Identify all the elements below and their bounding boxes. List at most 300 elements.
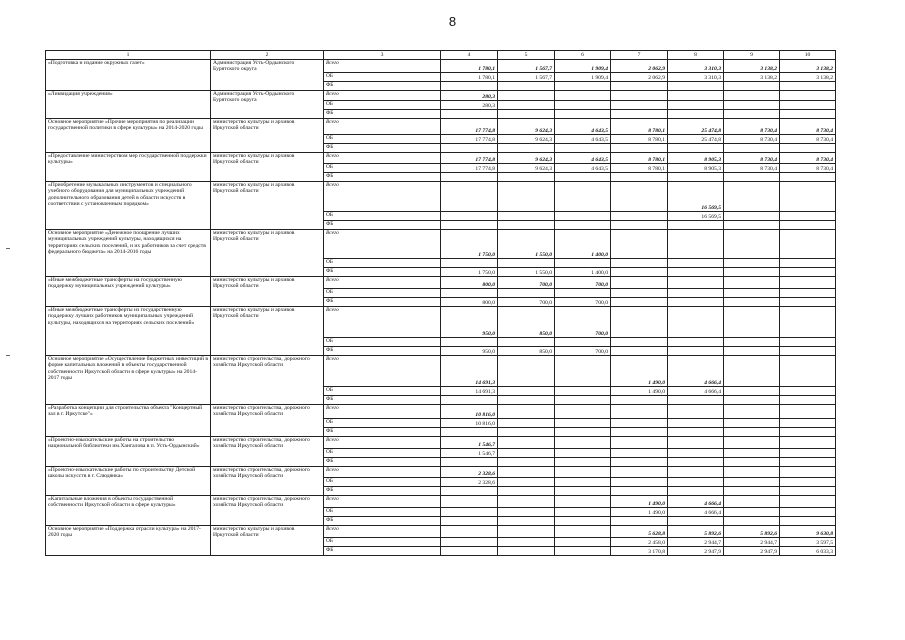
value-cell	[555, 437, 611, 449]
value-cell	[498, 496, 555, 508]
value-cell	[555, 419, 611, 428]
value-cell	[611, 307, 668, 338]
measure-name-cell: «Иные межбюджетные трансферты из государственную поддержку лучших работников муниципальных учреждений культуры, находящихся на территориях сельских поселений»	[46, 307, 211, 356]
value-cell	[498, 437, 555, 449]
value-cell: 2 458,0	[611, 538, 668, 547]
value-cell	[780, 487, 836, 496]
value-cell	[555, 259, 611, 268]
table-row	[46, 307, 836, 338]
funding-source-cell: ОБ	[324, 101, 441, 110]
value-cell	[668, 82, 724, 91]
funding-source-cell: ОБ	[324, 212, 441, 221]
value-cell	[668, 428, 724, 437]
measure-name-cell: «Приобретение музыкальных инструментов и специального учебного оборудования для муниципальных учреждений дополнительного образования детей в области искусств в соответствии с установленным порядком»	[46, 182, 211, 230]
header-cell: 3	[324, 51, 441, 60]
value-cell	[724, 298, 780, 307]
value-cell	[611, 338, 668, 347]
value-cell: 800,0	[441, 298, 498, 307]
value-cell	[668, 517, 724, 526]
funding-source-cell: Всего	[324, 153, 441, 164]
value-cell: 2 328,6	[441, 478, 498, 487]
value-cell	[780, 259, 836, 268]
value-cell	[611, 144, 668, 153]
value-cell: 2 062,9	[611, 73, 668, 82]
budget-table	[45, 50, 836, 556]
funding-source-cell: Всего	[324, 526, 441, 538]
value-cell: 1 490,0	[611, 508, 668, 517]
value-cell	[780, 277, 836, 289]
value-cell	[611, 419, 668, 428]
measure-name-cell: «Подготовка и издание окружных газет»	[46, 60, 211, 91]
value-cell	[668, 437, 724, 449]
value-cell	[555, 449, 611, 458]
value-cell	[724, 212, 780, 221]
value-cell: 3 170,8	[611, 547, 668, 556]
funding-source-cell: Всего	[324, 182, 441, 212]
value-cell	[611, 289, 668, 298]
value-cell: 4 666,4	[668, 356, 724, 387]
value-cell: 700,0	[498, 277, 555, 289]
value-cell	[498, 91, 555, 101]
value-cell: 4 643,5	[555, 119, 611, 135]
value-cell: 1 567,7	[498, 60, 555, 73]
value-cell	[498, 212, 555, 221]
value-cell: 280,3	[441, 101, 498, 110]
value-cell	[555, 458, 611, 467]
funding-source-cell: ФБ	[324, 487, 441, 496]
funding-source-cell: Всего	[324, 60, 441, 73]
value-cell	[611, 487, 668, 496]
value-cell	[498, 419, 555, 428]
value-cell: 850,0	[498, 307, 555, 338]
funding-source-cell: ФБ	[324, 547, 441, 556]
value-cell	[498, 517, 555, 526]
value-cell	[441, 517, 498, 526]
value-cell	[668, 277, 724, 289]
value-cell	[555, 212, 611, 221]
value-cell	[555, 110, 611, 119]
value-cell: 3 138,2	[780, 73, 836, 82]
value-cell	[555, 356, 611, 387]
executor-cell: министерство культуры и архивов Иркутской области	[211, 526, 324, 556]
value-cell: 8 905,3	[668, 153, 724, 164]
value-cell: 2 062,9	[611, 60, 668, 73]
value-cell: 4 666,4	[668, 387, 724, 396]
value-cell	[668, 144, 724, 153]
value-cell	[724, 82, 780, 91]
value-cell	[724, 405, 780, 419]
value-cell: 4 643,5	[555, 135, 611, 144]
table-row	[46, 119, 836, 135]
value-cell	[498, 487, 555, 496]
value-cell	[611, 428, 668, 437]
funding-source-cell: ОБ	[324, 135, 441, 144]
funding-source-cell: ФБ	[324, 396, 441, 405]
value-cell	[555, 82, 611, 91]
executor-cell: министерство культуры и архивов Иркутской области	[211, 230, 324, 277]
value-cell	[611, 212, 668, 221]
value-cell	[498, 478, 555, 487]
value-cell: 10 816,0	[441, 419, 498, 428]
value-cell	[441, 173, 498, 182]
table-row	[46, 277, 836, 289]
value-cell: 17 774,8	[441, 164, 498, 173]
value-cell: 4 666,4	[668, 496, 724, 508]
value-cell: 14 691,3	[441, 356, 498, 387]
value-cell: 17 774,8	[441, 119, 498, 135]
value-cell: 4 643,5	[555, 153, 611, 164]
value-cell: 2 947,9	[668, 547, 724, 556]
value-cell	[724, 268, 780, 277]
value-cell	[780, 221, 836, 230]
value-cell	[498, 338, 555, 347]
value-cell: 17 774,8	[441, 153, 498, 164]
value-cell: 1 490,0	[611, 496, 668, 508]
value-cell	[611, 221, 668, 230]
measure-name-cell: Основное мероприятие «Прочие мероприятия по реализации государственной политики в сфере культуры» на 2014-2020 годы	[46, 119, 211, 153]
value-cell	[724, 458, 780, 467]
value-cell: 950,0	[441, 347, 498, 356]
value-cell	[668, 307, 724, 338]
value-cell	[724, 182, 780, 212]
value-cell	[724, 101, 780, 110]
funding-source-cell: ФБ	[324, 173, 441, 182]
value-cell	[555, 487, 611, 496]
value-cell	[780, 387, 836, 396]
funding-source-cell: ФБ	[324, 221, 441, 230]
value-cell: 700,0	[498, 298, 555, 307]
value-cell: 1 750,0	[441, 268, 498, 277]
value-cell	[724, 338, 780, 347]
value-cell	[441, 508, 498, 517]
value-cell: 3 310,3	[668, 60, 724, 73]
value-cell	[724, 259, 780, 268]
value-cell: 8 780,1	[611, 153, 668, 164]
value-cell	[498, 387, 555, 396]
value-cell	[498, 182, 555, 212]
value-cell: 2 947,9	[724, 547, 780, 556]
value-cell	[555, 91, 611, 101]
value-cell	[611, 173, 668, 182]
value-cell: 25 474,8	[668, 119, 724, 135]
measure-name-cell: Основное мероприятие «Денежное поощрение лучших муниципальных учреждений культуры, находящихся на территориях сельских поселений, и их работников за счет средств федерального бюджета» на 2014-2016 годы	[46, 230, 211, 277]
value-cell	[611, 478, 668, 487]
value-cell	[668, 101, 724, 110]
executor-cell: министерство культуры и архивов Иркутской области	[211, 277, 324, 307]
funding-source-cell: ОБ	[324, 387, 441, 396]
value-cell	[724, 496, 780, 508]
value-cell	[555, 338, 611, 347]
value-cell: 3 138,2	[724, 73, 780, 82]
value-cell	[611, 405, 668, 419]
executor-cell: министерство строительства, дорожного хозяйства Иркутской области	[211, 356, 324, 405]
value-cell: 8 905,3	[668, 164, 724, 173]
value-cell: 1 400,0	[555, 230, 611, 259]
value-cell	[555, 182, 611, 212]
executor-cell: министерство строительства, дорожного хозяйства Иркутской области	[211, 405, 324, 437]
funding-source-cell: Всего	[324, 119, 441, 135]
value-cell	[555, 526, 611, 538]
value-cell	[668, 449, 724, 458]
value-cell	[555, 547, 611, 556]
value-cell	[441, 458, 498, 467]
funding-source-cell: ФБ	[324, 347, 441, 356]
value-cell	[441, 547, 498, 556]
value-cell	[724, 467, 780, 478]
value-cell: 8 730,4	[724, 164, 780, 173]
value-cell	[441, 221, 498, 230]
value-cell: 700,0	[555, 347, 611, 356]
value-cell	[441, 396, 498, 405]
value-cell: 4 666,4	[668, 508, 724, 517]
value-cell	[498, 428, 555, 437]
funding-source-cell: ФБ	[324, 144, 441, 153]
value-cell	[780, 396, 836, 405]
value-cell	[441, 212, 498, 221]
header-cell: 10	[780, 51, 836, 60]
value-cell	[611, 449, 668, 458]
value-cell	[724, 110, 780, 119]
funding-source-cell: Всего	[324, 277, 441, 289]
value-cell	[780, 298, 836, 307]
value-cell	[668, 259, 724, 268]
value-cell	[668, 347, 724, 356]
table-row	[46, 526, 836, 538]
funding-source-cell: Всего	[324, 437, 441, 449]
value-cell: 1 909,4	[555, 60, 611, 73]
value-cell: 5 892,6	[668, 526, 724, 538]
value-cell	[668, 268, 724, 277]
value-cell	[780, 356, 836, 387]
value-cell: 1 567,7	[498, 73, 555, 82]
value-cell	[498, 289, 555, 298]
value-cell	[668, 173, 724, 182]
value-cell	[668, 110, 724, 119]
value-cell	[724, 487, 780, 496]
value-cell	[780, 173, 836, 182]
value-cell	[780, 307, 836, 338]
value-cell: 2 944,7	[724, 538, 780, 547]
value-cell	[724, 387, 780, 396]
value-cell: 9 624,3	[498, 135, 555, 144]
value-cell	[724, 508, 780, 517]
funding-source-cell: Всего	[324, 405, 441, 419]
measure-name-cell: «Проектно-изыскательские работы по строительству Детской школы искусств в г. Слюдянка»	[46, 467, 211, 496]
value-cell: 5 892,6	[724, 526, 780, 538]
funding-source-cell: ФБ	[324, 428, 441, 437]
header-row	[46, 51, 836, 60]
value-cell: 9 624,3	[498, 153, 555, 164]
value-cell	[555, 428, 611, 437]
value-cell	[724, 230, 780, 259]
value-cell	[498, 526, 555, 538]
table-row	[46, 405, 836, 419]
value-cell	[555, 496, 611, 508]
value-cell	[668, 230, 724, 259]
header-cell: 4	[441, 51, 498, 60]
value-cell	[668, 91, 724, 101]
value-cell: 8 780,1	[611, 119, 668, 135]
value-cell	[668, 487, 724, 496]
value-cell	[555, 467, 611, 478]
table-row	[46, 356, 836, 387]
value-cell	[498, 396, 555, 405]
value-cell	[498, 221, 555, 230]
value-cell: 1 780,1	[441, 73, 498, 82]
executor-cell: министерство культуры и архивов Иркутской области	[211, 307, 324, 356]
funding-source-cell: ОБ	[324, 164, 441, 173]
value-cell	[498, 449, 555, 458]
value-cell	[724, 173, 780, 182]
value-cell: 8 730,4	[780, 153, 836, 164]
value-cell	[441, 182, 498, 212]
value-cell: 5 628,8	[611, 526, 668, 538]
value-cell	[611, 101, 668, 110]
value-cell	[668, 396, 724, 405]
value-cell	[555, 173, 611, 182]
value-cell: 9 624,3	[498, 164, 555, 173]
value-cell: 1 546,7	[441, 437, 498, 449]
value-cell	[724, 307, 780, 338]
executor-cell: министерство культуры и архивов Иркутской области	[211, 119, 324, 153]
value-cell	[611, 437, 668, 449]
value-cell	[668, 467, 724, 478]
value-cell	[611, 110, 668, 119]
value-cell	[555, 478, 611, 487]
value-cell	[724, 437, 780, 449]
value-cell: 14 691,3	[441, 387, 498, 396]
value-cell: 950,0	[441, 307, 498, 338]
value-cell: 3 138,2	[724, 60, 780, 73]
value-cell	[498, 405, 555, 419]
header-cell: 2	[211, 51, 324, 60]
margin-mark	[6, 355, 10, 356]
value-cell	[780, 428, 836, 437]
table-row	[46, 91, 836, 101]
value-cell	[498, 458, 555, 467]
value-cell	[724, 356, 780, 387]
value-cell	[441, 144, 498, 153]
value-cell: 8 730,4	[724, 135, 780, 144]
value-cell	[555, 101, 611, 110]
value-cell	[555, 396, 611, 405]
value-cell	[441, 428, 498, 437]
value-cell: 800,0	[441, 277, 498, 289]
table-row	[46, 182, 836, 212]
value-cell	[724, 144, 780, 153]
value-cell: 1 909,4	[555, 73, 611, 82]
value-cell	[780, 230, 836, 259]
value-cell	[724, 478, 780, 487]
funding-source-cell: ФБ	[324, 110, 441, 119]
table-row	[46, 437, 836, 449]
value-cell	[611, 230, 668, 259]
value-cell	[668, 419, 724, 428]
value-cell	[724, 91, 780, 101]
value-cell	[611, 458, 668, 467]
value-cell	[724, 277, 780, 289]
value-cell: 8 730,4	[780, 119, 836, 135]
value-cell	[780, 419, 836, 428]
value-cell	[441, 526, 498, 538]
value-cell	[498, 538, 555, 547]
funding-source-cell: Всего	[324, 467, 441, 478]
value-cell	[668, 289, 724, 298]
value-cell: 2 328,6	[441, 467, 498, 478]
value-cell	[498, 259, 555, 268]
value-cell	[441, 259, 498, 268]
value-cell	[611, 182, 668, 212]
value-cell	[780, 508, 836, 517]
executor-cell: министерство культуры и архивов Иркутской области	[211, 182, 324, 230]
funding-source-cell: ФБ	[324, 458, 441, 467]
executor-cell: министерство строительства, дорожного хозяйства Иркутской области	[211, 496, 324, 526]
executor-cell: Администрация Усть-Ордынского Бурятского округа	[211, 91, 324, 119]
measure-name-cell: «Разработка концепции для строительства объекта "Концертный зал в г. Иркутске"»	[46, 405, 211, 437]
value-cell: 6 033,3	[780, 547, 836, 556]
executor-cell: министерство строительства, дорожного хозяйства Иркутской области	[211, 437, 324, 467]
value-cell	[724, 517, 780, 526]
value-cell	[780, 82, 836, 91]
value-cell: 1 490,0	[611, 356, 668, 387]
value-cell: 1 490,0	[611, 387, 668, 396]
value-cell	[498, 173, 555, 182]
measure-name-cell: Основное мероприятие «Поддержка отрасли культура» на 2017-2020 годы	[46, 526, 211, 556]
value-cell	[611, 347, 668, 356]
value-cell	[668, 221, 724, 230]
value-cell: 3 138,2	[780, 60, 836, 73]
value-cell: 16 569,5	[668, 212, 724, 221]
value-cell	[611, 268, 668, 277]
value-cell	[441, 538, 498, 547]
value-cell	[780, 101, 836, 110]
value-cell	[724, 347, 780, 356]
value-cell	[780, 347, 836, 356]
funding-source-cell: ОБ	[324, 449, 441, 458]
header-cell: 7	[611, 51, 668, 60]
funding-source-cell: ОБ	[324, 419, 441, 428]
value-cell	[611, 91, 668, 101]
value-cell	[555, 289, 611, 298]
value-cell: 1 400,0	[555, 268, 611, 277]
value-cell	[611, 277, 668, 289]
value-cell: 1 780,1	[441, 60, 498, 73]
value-cell	[441, 496, 498, 508]
funding-source-cell: ОБ	[324, 508, 441, 517]
value-cell	[441, 82, 498, 91]
table-row	[46, 230, 836, 259]
value-cell: 700,0	[555, 307, 611, 338]
value-cell: 9 630,8	[780, 526, 836, 538]
value-cell: 1 750,0	[441, 230, 498, 259]
value-cell	[724, 396, 780, 405]
value-cell	[724, 449, 780, 458]
value-cell	[668, 458, 724, 467]
value-cell: 700,0	[555, 298, 611, 307]
value-cell	[724, 221, 780, 230]
value-cell: 25 474,8	[668, 135, 724, 144]
value-cell	[780, 437, 836, 449]
value-cell	[780, 405, 836, 419]
value-cell	[780, 467, 836, 478]
funding-source-cell: ОБ	[324, 73, 441, 82]
header-cell: 9	[724, 51, 780, 60]
value-cell: 8 730,4	[724, 119, 780, 135]
value-cell	[780, 91, 836, 101]
value-cell	[498, 508, 555, 517]
value-cell	[780, 517, 836, 526]
value-cell: 1 546,7	[441, 449, 498, 458]
